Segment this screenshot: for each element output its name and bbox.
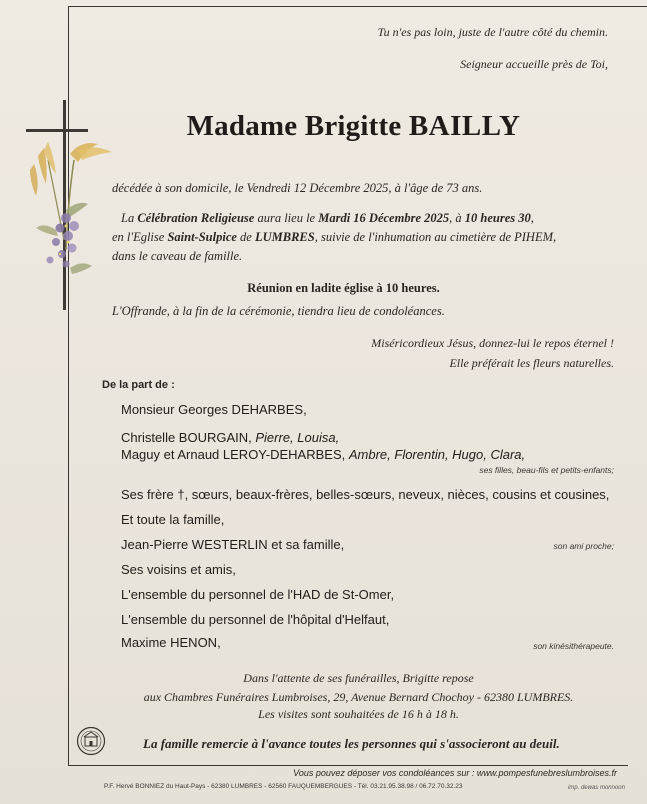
- family-maguy-note: ses filles, beau-fils et petits-enfants;: [479, 465, 614, 475]
- cel-time: 10 heures 30: [464, 211, 531, 225]
- death-notice: décédée à son domicile, le Vendredi 12 Décembre 2025, à l'âge de 73 ans.: [112, 181, 483, 195]
- family-christelle: [121, 431, 339, 444]
- family-georges: Monsieur Georges DEHARBES,: [121, 402, 307, 417]
- condolences-line: Vous pouvez déposer vos condoléances sur : www.pompesfunebreslumbroises.fr: [293, 768, 617, 778]
- funeral-home-logo-icon: [76, 726, 106, 756]
- verse-line-2: Seigneur accueille près de Toi,: [460, 57, 608, 71]
- deceased-name-title: [0, 112, 647, 141]
- family-had: L'ensemble du personnel de l'HAD de St-Omer,: [121, 587, 395, 602]
- cel-text: ,: [530, 211, 534, 225]
- rest-line-3: Les visites sont souhaitées de 16 h à 18 h.: [258, 707, 459, 721]
- cel-text: de: [236, 230, 255, 244]
- celebration-line-1: [121, 212, 534, 225]
- frame-top-line: [68, 6, 647, 7]
- family-westerlin: Jean-Pierre WESTERLIN et sa famille,: [121, 537, 345, 552]
- celebration-line-2: [112, 231, 556, 244]
- cel-text: aura lieu le: [254, 211, 319, 225]
- de-la-part-heading: De la part de :: [102, 379, 175, 391]
- family-henon: Maxime HENON,: [121, 635, 221, 650]
- thanks-line: La famille remercie à l'avance toutes les personnes qui s'associeront au deuil.: [143, 736, 560, 751]
- cel-text: , suivie de l'inhumation au cimetière de PIHEM,: [314, 230, 557, 244]
- printer-mark: imp. dewas monnoon: [567, 785, 625, 791]
- family-children: Pierre, Louisa,: [255, 430, 340, 445]
- title-prefix: Madame Brigitte: [186, 110, 402, 142]
- cel-date: Mardi 16 Décembre 2025: [318, 211, 450, 225]
- family-name: Christelle BOURGAIN,: [121, 430, 256, 445]
- family-maguy: [121, 448, 525, 461]
- family-hopital: L'ensemble du personnel de l'hôpital d'Helfaut,: [121, 612, 390, 627]
- offrande-notice: L'Offrande, à la fin de la cérémonie, tiendra lieu de condoléances.: [112, 304, 445, 318]
- cel-text: , à: [449, 211, 465, 225]
- family-all: Et toute la famille,: [121, 512, 225, 527]
- reunion-notice: Réunion en ladite église à 10 heures.: [247, 281, 440, 295]
- cel-text: en l'Eglise: [112, 230, 168, 244]
- family-voisins: Ses voisins et amis,: [121, 562, 236, 577]
- family-children: Ambre, Florentin, Hugo, Clara,: [348, 447, 526, 462]
- cel-text: La: [121, 211, 138, 225]
- family-name: Maguy et Arnaud LEROY-DEHARBES,: [121, 447, 349, 462]
- family-siblings: Ses frère †, sœurs, beaux-frères, belles-sœurs, neveux, nièces, cousins et cousines,: [121, 487, 610, 502]
- footer-contact: P.F. Hervé BONNIEZ du Haut-Pays - 62380 LUMBRES - 62560 FAUQUEMBERGUES - Tél. 03.21.95.38.98 / 06.72.70.32.23: [104, 783, 463, 790]
- celebration-line-3: dans le caveau de famille.: [112, 249, 243, 263]
- cel-town: LUMBRES: [254, 230, 315, 244]
- rest-line-2: aux Chambres Funéraires Lumbroises, 29, Avenue Bernard Chochoy - 62380 LUMBRES.: [143, 690, 574, 704]
- rest-line-1: Dans l'attente de ses funérailles, Brigitte repose: [243, 671, 474, 685]
- cel-bold: Célébration Religieuse: [137, 211, 255, 225]
- family-westerlin-note: son ami proche;: [553, 541, 614, 551]
- prayer-line: Miséricordieux Jésus, donnez-lui le repos éternel !: [371, 336, 614, 350]
- title-surname: BAILLY: [408, 110, 521, 142]
- frame-bottom-line: [68, 765, 628, 766]
- cel-church: Saint-Sulpice: [167, 230, 237, 244]
- family-henon-note: son kinésithérapeute.: [533, 641, 614, 651]
- flowers-line: Elle préférait les fleurs naturelles.: [449, 356, 614, 370]
- verse-line-1: Tu n'es pas loin, juste de l'autre côté du chemin.: [377, 25, 608, 39]
